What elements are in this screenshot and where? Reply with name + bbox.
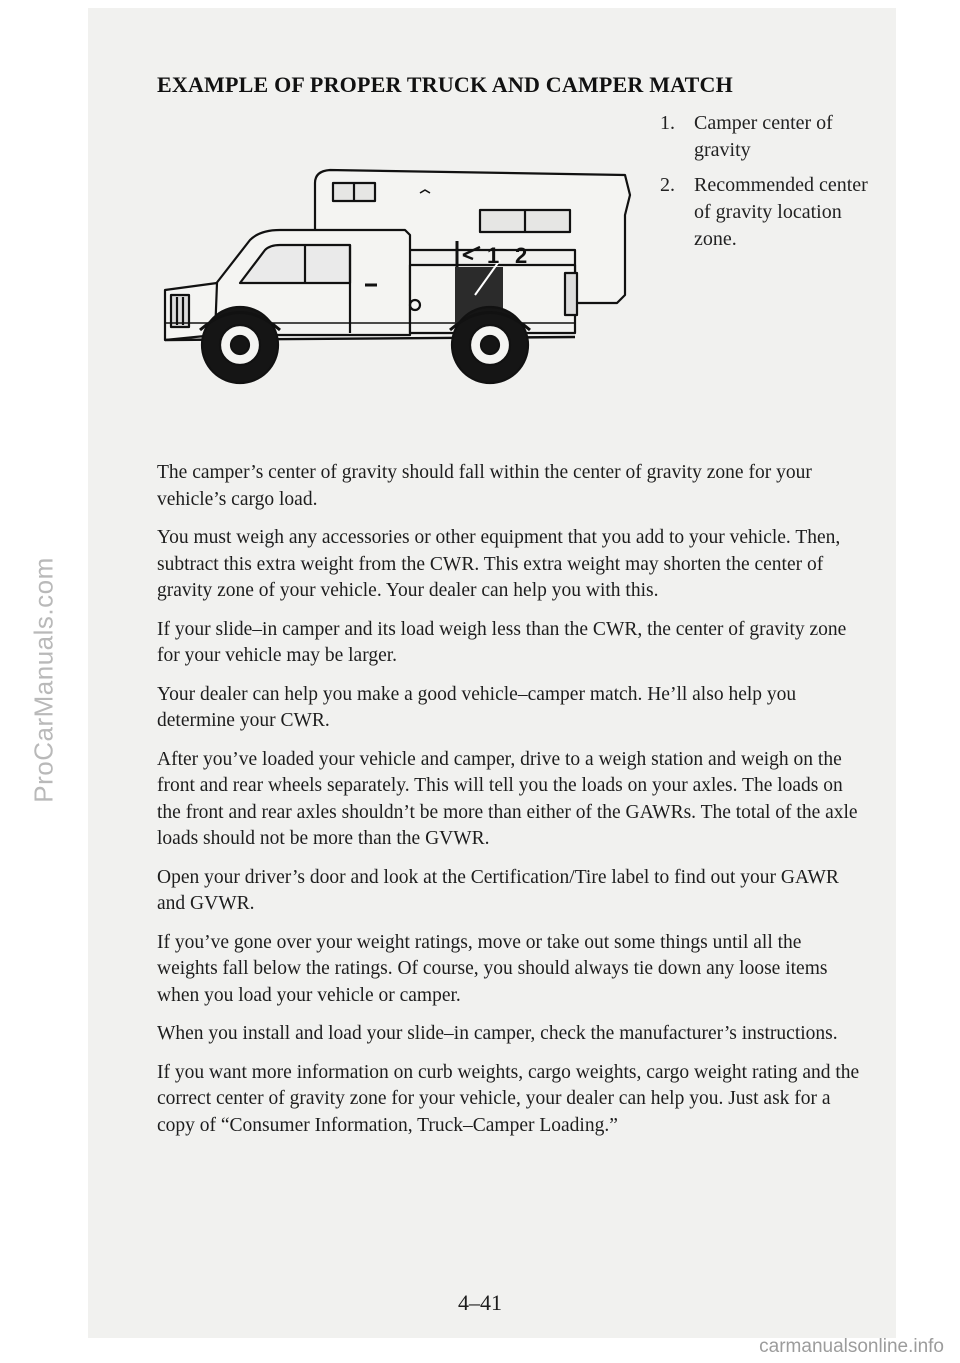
paragraph: After you’ve loaded your vehicle and camper, drive to a weigh station and weigh on the front and rear wheels separately. This will tell you the loads on your axles. The loads on the front and rear axles shouldn’t be more than either of the GAWRs. The total of the axle loads should not be more than the GVWR. (157, 748, 858, 849)
truck-camper-illustration (155, 155, 635, 405)
footer-watermark: carmanualsonline.info (759, 1336, 944, 1357)
side-watermark (0, 0, 88, 1363)
callout-text: Recommended center of gravity location zone. (694, 174, 868, 250)
callout-number: 2. (660, 174, 675, 196)
page-heading: EXAMPLE OF PROPER TRUCK AND CAMPER MATCH (157, 72, 733, 97)
watermark-text: ProCarManuals.com (28, 557, 59, 803)
paragraph: If you want more information on curb weights, cargo weights, cargo weight rating and the correct center of gravity zone for your vehicle, your dealer can help you. Just ask for a copy of “Consumer Information, Truck–Camper Loading.” (157, 1061, 860, 1136)
paragraph: Your dealer can help you make a good vehicle–camper match. He’ll also help you determine your CWR. (157, 683, 797, 731)
callout-number: 1. (660, 112, 675, 134)
truck-grille (171, 295, 189, 327)
paragraph: Open your driver’s door and look at the Certification/Tire label to find out your GAWR and GVWR. (157, 866, 839, 914)
rear-wheel (450, 307, 530, 383)
callout-text: Camper center of gravity (694, 112, 833, 161)
callout-item (660, 110, 885, 164)
figure-label-1: 1 (487, 243, 500, 268)
figure-label-2: 2 (515, 243, 528, 268)
paragraph: If you’ve gone over your weight ratings, move or take out some things until all the weights fall below the ratings. Of course, you should always tie down any loose items when you load your vehicle or camper. (157, 931, 828, 1006)
paragraph: The camper’s center of gravity should fall within the center of gravity zone for your vehicle’s cargo load. (157, 462, 812, 510)
paragraph: You must weigh any accessories or other equipment that you add to your vehicle. Then, subtract this extra weight from the CWR. This extra weight may shorten the center of gravity zone of your vehicle. Your dealer can help you with this. (157, 527, 841, 601)
body-text (157, 460, 865, 1151)
callout-item (660, 172, 885, 253)
figure-callouts (660, 110, 885, 261)
front-wheel (200, 307, 280, 383)
paragraph: When you install and load your slide–in camper, check the manufacturer’s instructions. (157, 1023, 838, 1044)
paragraph: If your slide–in camper and its load weigh less than the CWR, the center of gravity zone for your vehicle may be larger. (157, 618, 847, 666)
page-number: 4–41 (458, 1290, 502, 1315)
